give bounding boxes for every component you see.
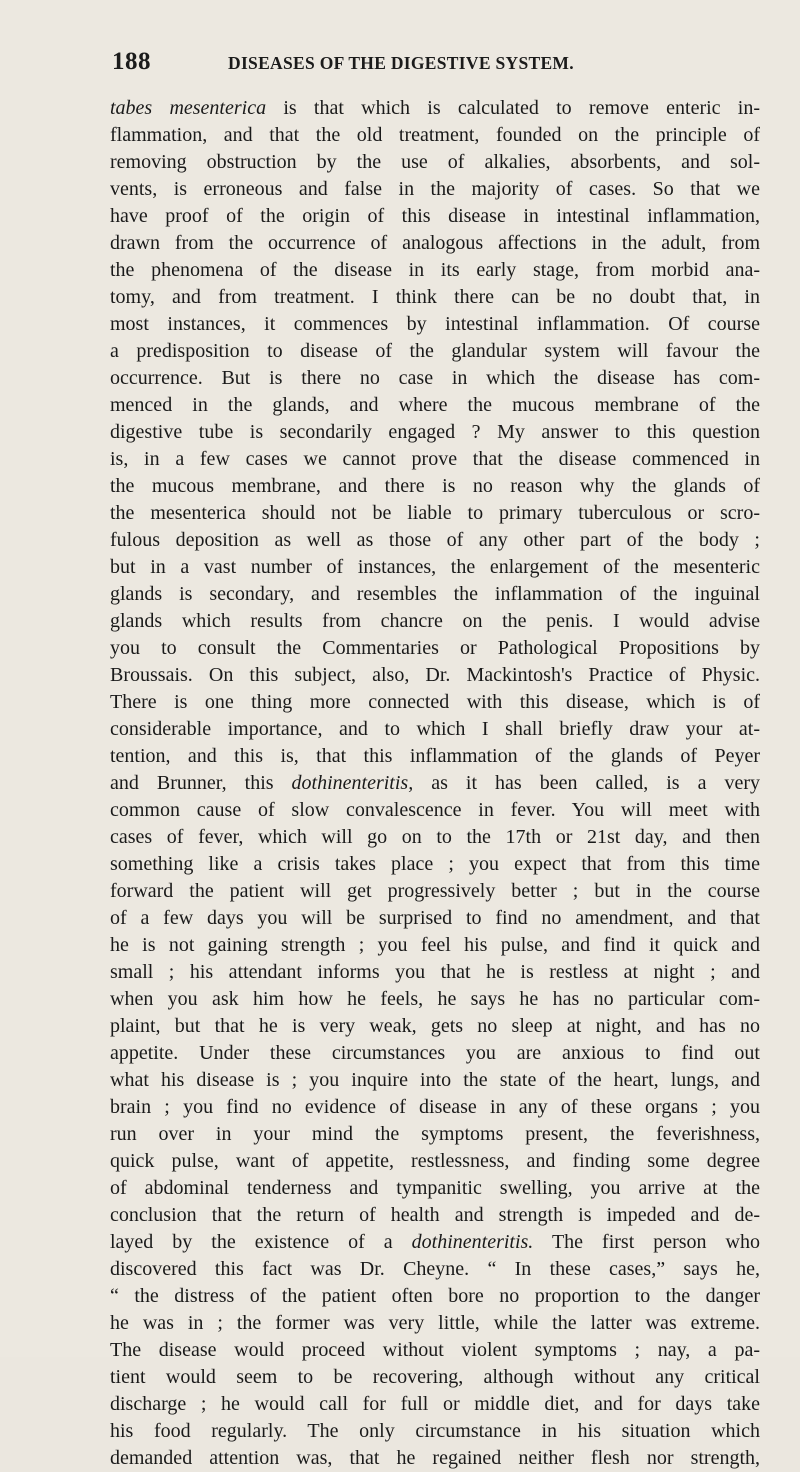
text-line — [110, 338, 760, 365]
text-run: occurrence. But is there no case in which the disease has com- — [110, 367, 760, 389]
page-number: 188 — [112, 48, 151, 75]
text-line — [110, 230, 760, 257]
text-run: menced in the glands, and where the mucous membrane of the — [110, 394, 760, 416]
text-line — [110, 1256, 760, 1283]
body-text — [110, 95, 760, 1472]
text-run: flammation, and that the old treatment, founded on the principle of — [110, 124, 760, 146]
text-run: conclusion that the return of health and strength is impeded and de- — [110, 1204, 760, 1226]
text-run: forward the patient will get progressively better ; but in the course — [110, 880, 760, 902]
text-run: quick pulse, want of appetite, restlessness, and finding some degree — [110, 1150, 760, 1172]
text-line — [110, 986, 760, 1013]
text-line — [110, 608, 760, 635]
text-line — [110, 446, 760, 473]
text-run: vents, is erroneous and false in the majority of cases. So that we — [110, 178, 760, 200]
text-line — [110, 284, 760, 311]
text-run: what his disease is ; you inquire into the state of the heart, lungs, and — [110, 1069, 760, 1091]
text-run: of a few days you will be surprised to find no amendment, and that — [110, 907, 760, 929]
text-run: he was in ; the former was very little, while the latter was extreme. — [110, 1312, 760, 1334]
italic-term: dothinenteritis, — [291, 772, 414, 794]
text-line — [110, 1148, 760, 1175]
text-line — [110, 1310, 760, 1337]
text-run: The disease would proceed without violent symptoms ; nay, a pa- — [110, 1339, 760, 1361]
text-run: but in a vast number of instances, the enlargement of the mesenteric — [110, 556, 760, 578]
text-run: tomy, and from treatment. I think there can be no doubt that, in — [110, 286, 760, 308]
text-line — [110, 257, 760, 284]
text-line — [110, 797, 760, 824]
text-run: demanded attention was, that he regained neither flesh nor strength, — [110, 1447, 760, 1469]
text-run: is, in a few cases we cannot prove that the disease commenced in — [110, 448, 760, 470]
text-run: brain ; you find no evidence of disease in any of these organs ; you — [110, 1096, 760, 1118]
text-line — [110, 878, 760, 905]
text-line — [110, 635, 760, 662]
text-line — [110, 932, 760, 959]
text-run: “ the distress of the patient often bore no proportion to the danger — [110, 1285, 760, 1307]
text-run: is that which is calculated to remove enteric in- — [266, 97, 760, 119]
text-run: when you ask him how he feels, he says he has no particular com- — [110, 988, 760, 1010]
text-line — [110, 473, 760, 500]
text-line — [110, 527, 760, 554]
text-line — [110, 176, 760, 203]
text-line — [110, 1229, 760, 1256]
text-run: run over in your mind the symptoms present, the feverishness, — [110, 1123, 760, 1145]
running-head: DISEASES OF THE DIGESTIVE SYSTEM. — [228, 53, 574, 73]
italic-term: dothinenteritis. — [411, 1231, 534, 1253]
text-run: cases of fever, which will go on to the 17th or 21st day, and then — [110, 826, 760, 848]
text-run: removing obstruction by the use of alkalies, absorbents, and sol- — [110, 151, 760, 173]
text-run: common cause of slow convalescence in fever. You will meet with — [110, 799, 760, 821]
text-line — [110, 1040, 760, 1067]
text-run: something like a crisis takes place ; you expect that from this time — [110, 853, 760, 875]
text-line — [110, 959, 760, 986]
text-run: drawn from the occurrence of analogous affections in the adult, from — [110, 232, 760, 254]
text-run: his food regularly. The only circumstance in his situation which — [110, 1420, 760, 1442]
text-line — [110, 581, 760, 608]
text-line — [110, 149, 760, 176]
text-run: tention, and this is, that this inflammation of the glands of Peyer — [110, 745, 760, 767]
text-run: most instances, it commences by intestinal inflammation. Of course — [110, 313, 760, 335]
text-run: plaint, but that he is very weak, gets no sleep at night, and has no — [110, 1015, 760, 1037]
text-run: he is not gaining strength ; you feel his pulse, and find it quick and — [110, 934, 760, 956]
page-header — [112, 48, 752, 88]
text-line — [110, 662, 760, 689]
text-run: fulous deposition as well as those of any other part of the body ; — [110, 529, 760, 551]
text-line — [110, 203, 760, 230]
text-line — [110, 1391, 760, 1418]
text-line — [110, 1175, 760, 1202]
text-run: have proof of the origin of this disease in intestinal inflammation, — [110, 205, 760, 227]
text-line — [110, 419, 760, 446]
text-line — [110, 1094, 760, 1121]
text-line — [110, 689, 760, 716]
text-line — [110, 392, 760, 419]
text-run: discharge ; he would call for full or middle diet, and for days take — [110, 1393, 760, 1415]
text-line — [110, 1445, 760, 1472]
text-run: as it has been called, is a very — [413, 772, 760, 794]
text-line — [110, 1067, 760, 1094]
text-line — [110, 311, 760, 338]
text-line — [110, 851, 760, 878]
text-line — [110, 1121, 760, 1148]
text-line — [110, 500, 760, 527]
text-line — [110, 554, 760, 581]
text-line — [110, 770, 760, 797]
text-run: appetite. Under these circumstances you are anxious to find out — [110, 1042, 760, 1064]
text-run: glands is secondary, and resembles the inflammation of the inguinal — [110, 583, 760, 605]
text-run: layed by the existence of a — [110, 1231, 412, 1253]
text-run: of abdominal tenderness and tympanitic swelling, you arrive at the — [110, 1177, 760, 1199]
text-run: the mucous membrane, and there is no reason why the glands of — [110, 475, 760, 497]
text-run: small ; his attendant informs you that he is restless at night ; and — [110, 961, 760, 983]
text-run: and Brunner, this — [110, 772, 292, 794]
text-line — [110, 1418, 760, 1445]
text-run: digestive tube is secondarily engaged ? My answer to this question — [110, 421, 760, 443]
text-run: considerable importance, and to which I shall briefly draw your at- — [110, 718, 760, 740]
text-line — [110, 716, 760, 743]
text-run: tient would seem to be recovering, although without any critical — [110, 1366, 760, 1388]
text-line — [110, 1364, 760, 1391]
text-run: the phenomena of the disease in its early stage, from morbid ana- — [110, 259, 760, 281]
text-line — [110, 743, 760, 770]
text-line — [110, 95, 760, 122]
text-line — [110, 1202, 760, 1229]
text-line — [110, 122, 760, 149]
text-line — [110, 824, 760, 851]
text-line — [110, 905, 760, 932]
italic-term: tabes mesenterica — [110, 97, 267, 119]
text-line — [110, 1337, 760, 1364]
text-line — [110, 365, 760, 392]
text-run: glands which results from chancre on the penis. I would advise — [110, 610, 760, 632]
text-run: Broussais. On this subject, also, Dr. Mackintosh's Practice of Physic. — [110, 664, 760, 686]
text-run: discovered this fact was Dr. Cheyne. “ In these cases,” says he, — [110, 1258, 760, 1280]
text-run: a predisposition to disease of the glandular system will favour the — [110, 340, 760, 362]
text-line — [110, 1283, 760, 1310]
text-run: the mesenterica should not be liable to primary tuberculous or scro- — [110, 502, 760, 524]
text-line — [110, 1013, 760, 1040]
text-run: The first person who — [533, 1231, 760, 1253]
text-run: There is one thing more connected with this disease, which is of — [110, 691, 760, 713]
text-run: you to consult the Commentaries or Pathological Propositions by — [110, 637, 760, 659]
